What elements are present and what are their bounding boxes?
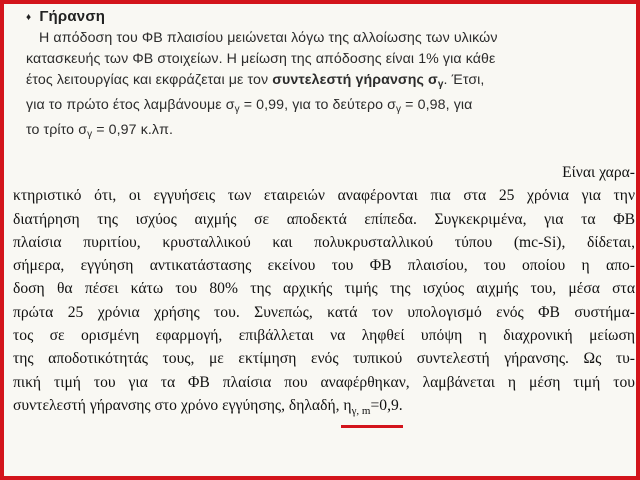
bottom-line-3: διατήρηση της ισχύος αιχμής σε αποδεκτά επίπεδα. Συγκεκριμένα, για τα ΦΒ bbox=[13, 210, 635, 228]
aging-coefficient-text: συντελεστή γήρανσης σ bbox=[272, 72, 438, 88]
top-line-5-a: το τρίτο σ bbox=[26, 122, 88, 138]
top-line-2 bbox=[26, 49, 626, 70]
eta-value: =0,9 bbox=[370, 396, 399, 414]
bottom-line-7: πρώτα 25 χρόνια χρήσης του. Συνεπώς, κατά τον υπολογισμό ενός ΦΒ συστήμα- bbox=[13, 303, 635, 321]
diamond-bullet-icon: ♦ bbox=[26, 12, 32, 23]
bottom-line-11-post: . bbox=[398, 396, 403, 414]
eta-value-highlight bbox=[343, 394, 398, 423]
top-line-4-sub2: γ bbox=[396, 104, 402, 115]
top-line-5-b: = 0,97 κ.λπ. bbox=[92, 122, 174, 138]
aging-coefficient-sub: γ bbox=[437, 79, 444, 90]
bottom-line-10: πική τιμή του για τα ΦΒ πλαίσια που αναφέρθηκαν, λαμβάνεται η μέση τιμή του bbox=[13, 373, 635, 391]
top-line-5-sub: γ bbox=[87, 129, 93, 140]
top-line-1-text: Η απόδοση του ΦΒ πλαισίου μειώνεται λόγω της αλλοίωσης των υλικών bbox=[39, 30, 498, 46]
bottom-line-11-pre: συντελεστή γήρανσης στο χρόνο εγγύησης, δηλαδή, bbox=[13, 396, 344, 414]
top-section bbox=[26, 6, 626, 145]
top-line-4-c: = 0,98, για bbox=[401, 97, 473, 113]
eta-symbol: η bbox=[343, 396, 352, 414]
top-line-4-a: για το πρώτο έτος λαμβάνουμε σ bbox=[26, 97, 235, 113]
bottom-line-1: Είναι χαρα- bbox=[562, 164, 635, 181]
top-line-4-sub1: γ bbox=[234, 104, 240, 115]
eta-subscript: γ, m bbox=[351, 404, 371, 417]
top-line-4 bbox=[26, 95, 626, 120]
heading-title: Γήρανση bbox=[39, 8, 106, 25]
top-line-3-post: . Έτσι, bbox=[443, 72, 485, 88]
bottom-line-6: δοση θα πέσει κάτω του 80% της αρχικής τιμής της ισχύος αιχμής του, μέσα στα bbox=[13, 280, 635, 298]
aging-coefficient-term bbox=[272, 72, 443, 88]
bottom-line-8: τος σε ορισμένη εφαρμογή, επιβάλλεται να ληφθεί υπόψη η διαχρονική μείωση bbox=[13, 327, 635, 345]
top-line-4-b: = 0,99, για το δεύτερο σ bbox=[239, 97, 397, 113]
top-line-1 bbox=[26, 28, 626, 49]
top-line-3 bbox=[26, 70, 626, 95]
bottom-line-11 bbox=[13, 394, 635, 417]
bottom-line-2: κτηριστικό ότι, οι εγγυήσεις των εταιρειών αναφέρονται πια στα 25 χρόνια για την bbox=[13, 187, 635, 205]
top-line-3-pre: έτος λειτουργίας και εκφράζεται με τον bbox=[26, 72, 273, 88]
top-line-5 bbox=[26, 120, 626, 145]
bottom-line-4: πλαίσια πυριτίου, κρυσταλλικού και πολυκρυσταλλικού τύπου (mc-Si), δίδεται, bbox=[13, 233, 635, 251]
bottom-line-9: της αποδοτικότητάς τους, με εκτίμηση ενός τυπικού συντελεστή γήρανσης. Ως τυ- bbox=[13, 350, 635, 368]
top-line-2-text: κατασκευής των ΦΒ στοιχείων. Η μείωση της απόδοσης είναι 1% για κάθε bbox=[26, 51, 496, 67]
red-underline-mark bbox=[341, 425, 402, 428]
section-heading bbox=[26, 6, 626, 28]
bottom-section bbox=[13, 161, 635, 417]
bottom-line-5: σήμερα, εγγύηση αντικατάστασης εκείνου του ΦΒ πλαισίου, του οποίου η απο- bbox=[13, 257, 635, 275]
